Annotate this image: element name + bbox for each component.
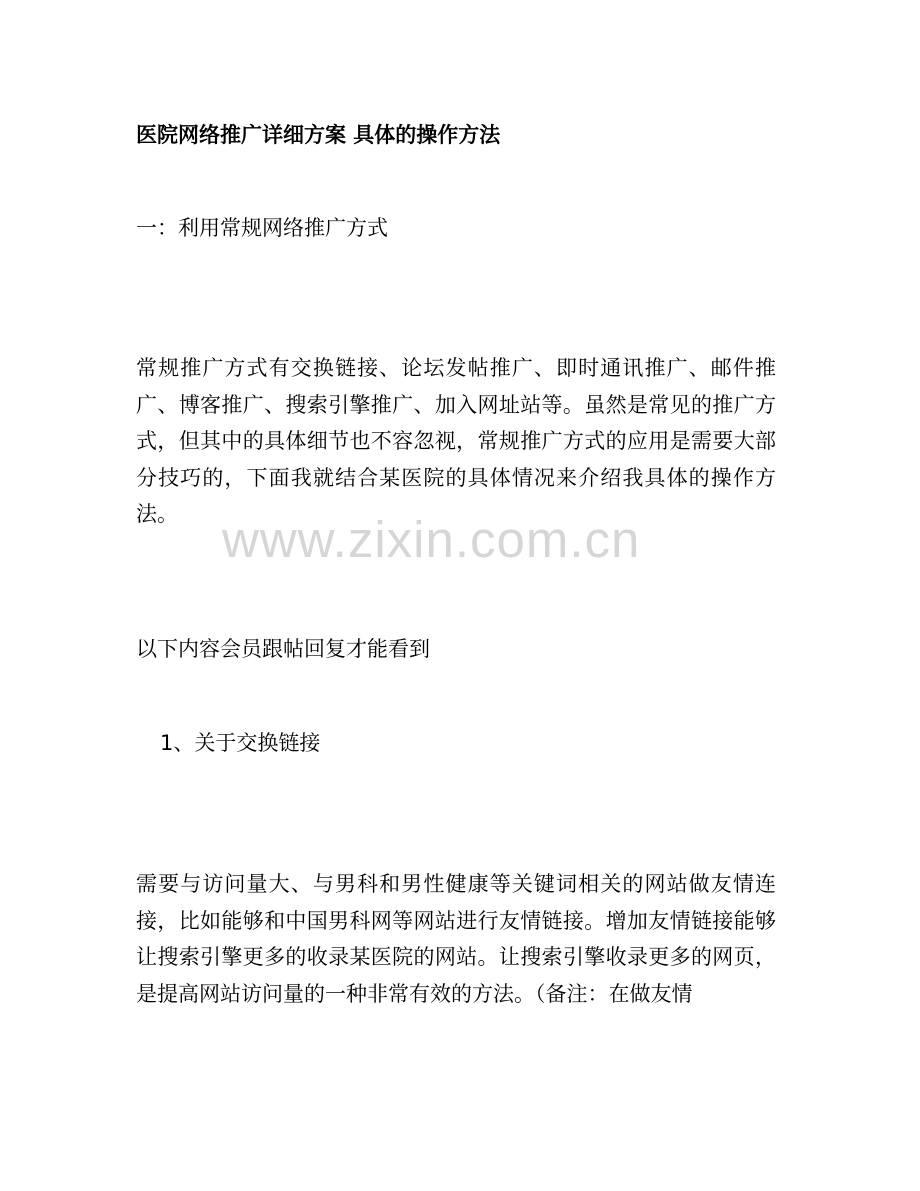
body-paragraph: 常规推广方式有交换链接、论坛发帖推广、即时通讯推广、邮件推广、博客推广、搜索引擎推广、加入网址站等。虽然是常见的推广方式，但其中的具体细节也不容忽视，常规推广方式的应用是需要大部分技巧的，下面我就结合某医院的具体情况来介绍我具体的操作方法。 bbox=[136, 356, 776, 527]
body-paragraph: 需要与访问量大、与男科和男性健康等关键词相关的网站做友情连接，比如能够和中国男科网等网站进行友情链接。增加友情链接能够让搜索引擎更多的收录某医院的网站。让搜索引擎收录更多的网页，是提高网站访问量的一种非常有效的方法。（备注：在做友情 bbox=[136, 872, 776, 1006]
section-heading: 一：利用常规网络推广方式 bbox=[136, 216, 388, 240]
watermark: www.zixin.com.cn bbox=[222, 511, 641, 568]
subsection-heading: 1、关于交换链接 bbox=[160, 731, 321, 755]
members-notice: 以下内容会员跟帖回复才能看到 bbox=[136, 637, 430, 661]
document-title: 医院网络推广详细方案 具体的操作方法 bbox=[136, 123, 501, 147]
